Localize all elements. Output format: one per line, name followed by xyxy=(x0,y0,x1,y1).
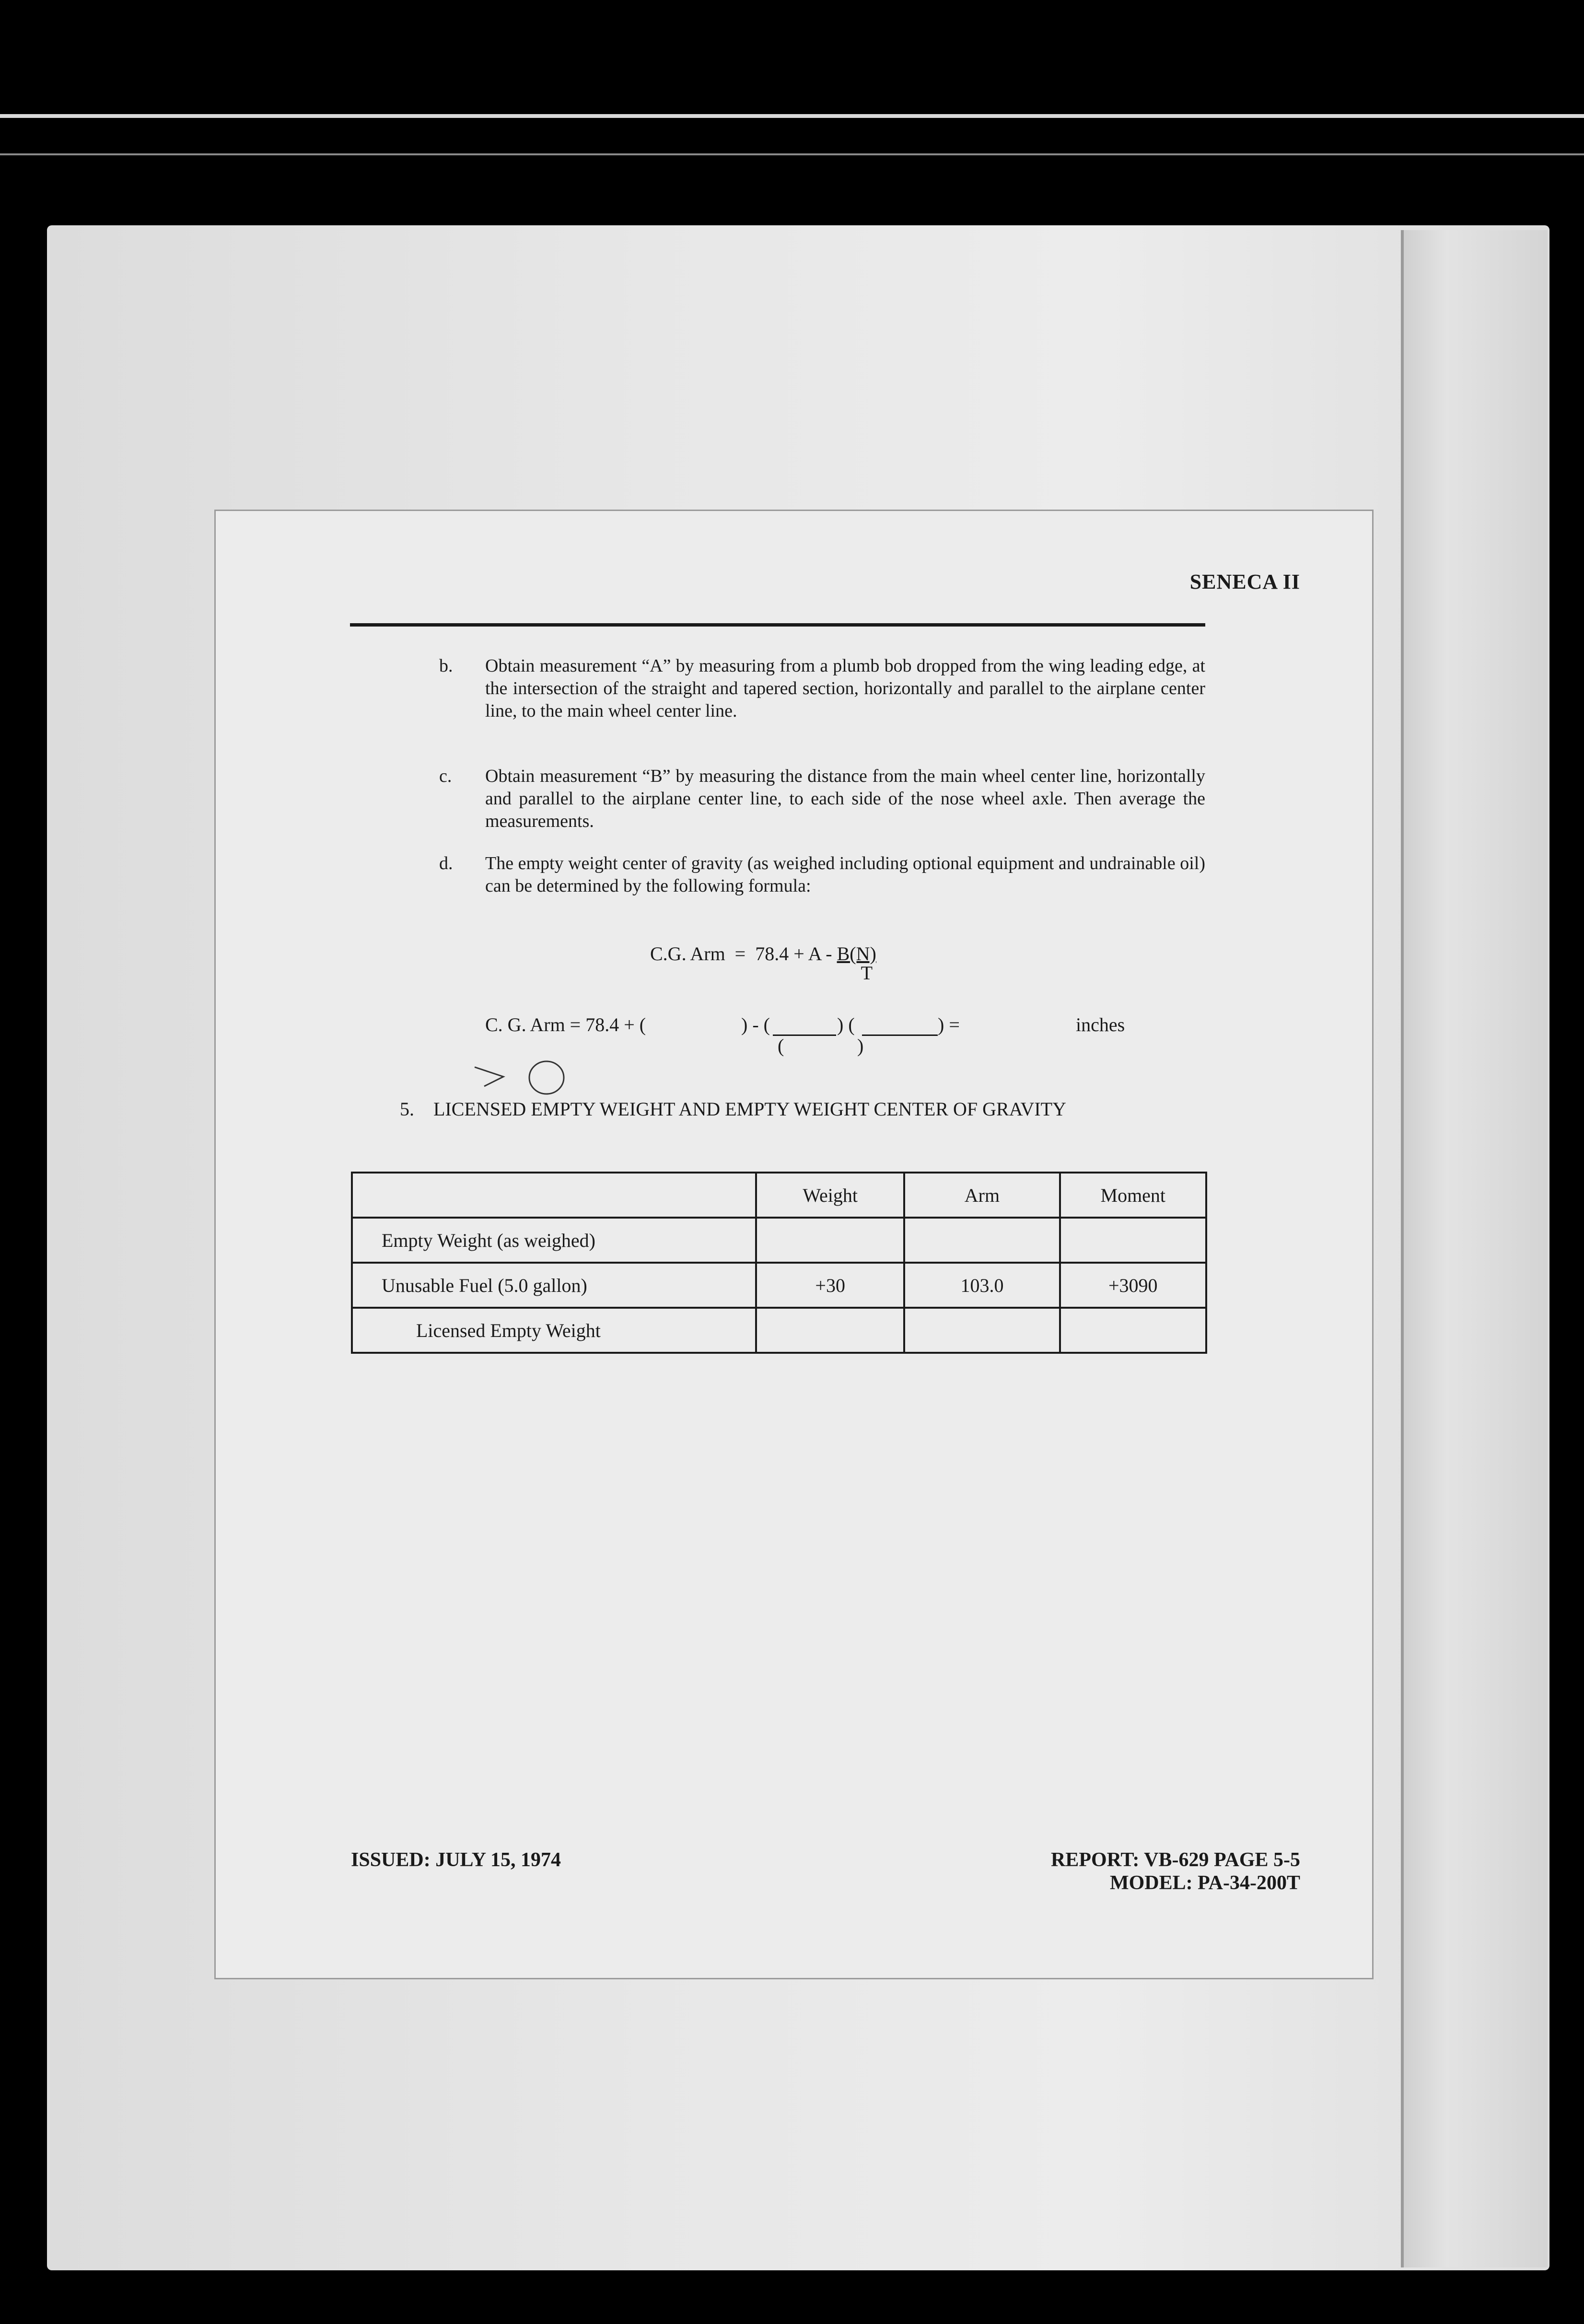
worksheet-part2: ) - ( xyxy=(741,1014,770,1035)
table-cell-label: Unusable Fuel (5.0 gallon) xyxy=(352,1263,756,1308)
table-cell xyxy=(756,1308,904,1353)
table-header-cell: Weight xyxy=(756,1173,904,1218)
table-cell: +3090 xyxy=(1060,1263,1206,1308)
cg-formula-denominator: T xyxy=(861,962,873,984)
table-cell: +30 xyxy=(756,1263,904,1308)
header-rule xyxy=(350,623,1205,627)
worksheet-part4: ) = xyxy=(938,1014,960,1035)
table-cell xyxy=(1060,1308,1206,1353)
table-row xyxy=(352,1218,1206,1263)
step-marker: d. xyxy=(439,853,453,873)
worksheet-part3: ) ( xyxy=(837,1014,855,1035)
section-title: LICENSED EMPTY WEIGHT AND EMPTY WEIGHT CENTER OF GRAVITY xyxy=(433,1098,1066,1120)
cg-formula-numerator: B(N) xyxy=(837,943,876,964)
document-page xyxy=(216,511,1372,1978)
section-number: 5. xyxy=(400,1098,414,1120)
table-cell xyxy=(904,1218,1060,1263)
table-cell-label: Empty Weight (as weighed) xyxy=(352,1218,756,1263)
table-cell xyxy=(904,1308,1060,1353)
step-text: Obtain measurement “B” by measuring the distance from the main wheel center line, horizontally and parallel to the airplane center line, to each side of the nose wheel axle. Then average the measurements. xyxy=(485,766,1205,831)
report-number: REPORT: VB-629 PAGE 5-5 xyxy=(1050,1849,1300,1871)
cg-formula xyxy=(650,942,876,984)
table-header-cell: Arm xyxy=(904,1173,1060,1218)
step-text: The empty weight center of gravity (as weighed including optional equipment and undrainable oil) can be determined by the following formula: xyxy=(485,853,1205,896)
backing-sheet-fold xyxy=(1401,230,1404,2267)
cg-formula-fraction xyxy=(837,942,876,984)
table-cell xyxy=(756,1218,904,1263)
backing-sheet-right-edge xyxy=(1404,230,1548,2267)
step-marker: c. xyxy=(439,766,452,786)
step-d xyxy=(439,852,1205,897)
table-row xyxy=(352,1308,1206,1353)
step-text: Obtain measurement “A” by measuring from a plumb bob dropped from the wing leading edge, at the intersection of the straight and tapered section, horizontally and parallel to the airplane center line, to the main wheel center line. xyxy=(485,656,1205,721)
scan-top-border xyxy=(0,0,1584,225)
page-header-title: SENECA II xyxy=(1189,570,1300,593)
report-info xyxy=(1051,1848,1300,1894)
worksheet-den-close: ) xyxy=(857,1035,864,1057)
worksheet-den-open: ( xyxy=(778,1035,784,1057)
table-header-cell xyxy=(352,1173,756,1218)
worksheet-unit: inches xyxy=(1076,1014,1125,1035)
issued-date: ISSUED: JULY 15, 1974 xyxy=(351,1849,561,1871)
scan-top-line-secondary xyxy=(0,153,1584,155)
table-header-cell: Moment xyxy=(1060,1173,1206,1218)
table-cell: 103.0 xyxy=(904,1263,1060,1308)
cg-formula-worksheet xyxy=(485,1013,1205,1061)
step-marker: b. xyxy=(439,656,453,676)
model-number: MODEL: PA-34-200T xyxy=(1109,1872,1300,1894)
scan-bottom-border xyxy=(0,2270,1584,2324)
table-header-row xyxy=(352,1173,1206,1218)
blank-line xyxy=(862,1034,938,1036)
empty-weight-table xyxy=(351,1172,1207,1354)
cg-formula-left: C.G. Arm = 78.4 + A - xyxy=(650,943,837,964)
scan-top-line xyxy=(0,114,1584,118)
table-cell-label: Licensed Empty Weight xyxy=(352,1308,756,1353)
section-heading xyxy=(400,1098,1066,1120)
step-b xyxy=(439,655,1205,722)
table-cell xyxy=(1060,1218,1206,1263)
table-row xyxy=(352,1263,1206,1308)
worksheet-left: C. G. Arm = 78.4 + ( xyxy=(485,1014,646,1035)
step-c xyxy=(439,765,1205,833)
